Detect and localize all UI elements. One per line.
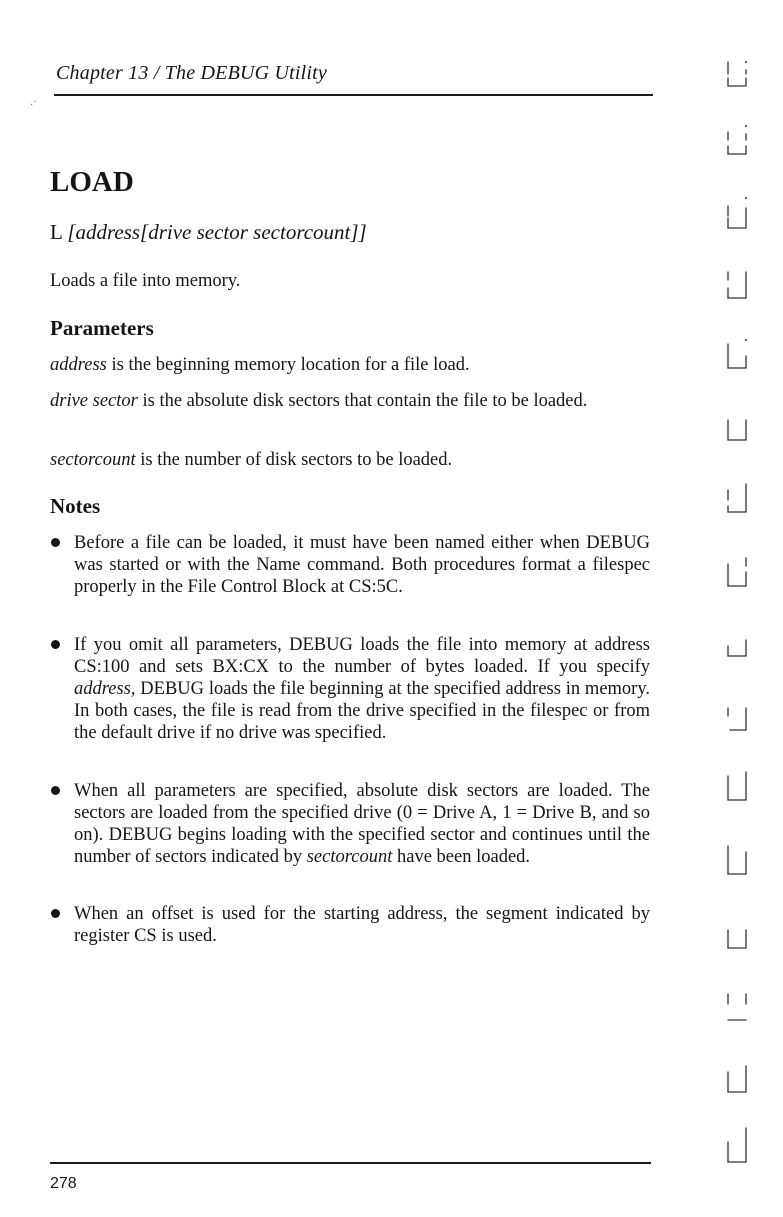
note-text: If you omit all parameters, DEBUG loads the file into memory at address CS:100 and sets BX:CX to the number of bytes loaded. If you specify: [74, 635, 650, 677]
note-item: [74, 780, 650, 868]
param-desc: is the beginning memory location for a file load.: [106, 355, 470, 375]
note-text: Before a file can be loaded, it must have been named either when DEBUG was started or with the Name command. Both procedures format a filespec properly in the File Control Block at CS:5C.: [74, 533, 650, 597]
note-emphasis: sectorcount: [306, 847, 393, 867]
notes-heading: Notes: [50, 494, 101, 518]
running-head: Chapter 13 / The DEBUG Utility: [56, 62, 327, 84]
param-term: sectorcount: [50, 450, 136, 470]
bullet-icon: [51, 786, 60, 795]
param-term: address: [50, 355, 107, 375]
footer-rule: [50, 1162, 651, 1164]
param-term: drive sector: [50, 391, 138, 411]
note-item: [74, 532, 650, 598]
note-text: have been loaded.: [392, 847, 531, 867]
note-text: , DEBUG loads the file beginning at the specified address in memory. In both cases, the file is read from the drive specified in the filespec or from the default drive if no drive was specified.: [74, 679, 650, 743]
bullet-icon: [51, 909, 60, 918]
command-syntax: [50, 220, 367, 245]
parameters-heading: Parameters: [50, 316, 154, 340]
param-desc: is the number of disk sectors to be loaded.: [135, 450, 453, 470]
note-item: [74, 634, 650, 744]
parameter-sectorcount: [50, 449, 650, 471]
bullet-icon: [51, 640, 60, 649]
bullet-icon: [51, 538, 60, 547]
page-number: 278: [50, 1175, 77, 1192]
note-text: When an offset is used for the starting address, the segment indicated by register CS is used.: [74, 904, 650, 946]
note-text: When all parameters are specified, absolute disk sectors are loaded. The sectors are loaded from the specified drive (0 = Drive A, 1 = Drive B, and so on). DEBUG begins loading with the specified sector and continues until the number of sectors indicated by: [74, 781, 650, 867]
page-title: LOAD: [50, 166, 134, 198]
summary-text: Loads a file into memory.: [50, 271, 241, 291]
parameter-address: [50, 354, 650, 376]
note-item: [74, 903, 650, 947]
parameter-drive-sector: [50, 390, 650, 412]
header-rule: [54, 94, 653, 96]
param-desc: is the absolute disk sectors that contain the file to be loaded.: [137, 391, 588, 411]
syntax-arguments: [address[drive sector sectorcount]]: [67, 220, 367, 244]
binding-holes-decoration: [718, 0, 758, 1217]
scan-speck: ·˙: [30, 100, 37, 111]
syntax-command: L: [50, 220, 63, 244]
note-emphasis: address: [74, 679, 131, 699]
